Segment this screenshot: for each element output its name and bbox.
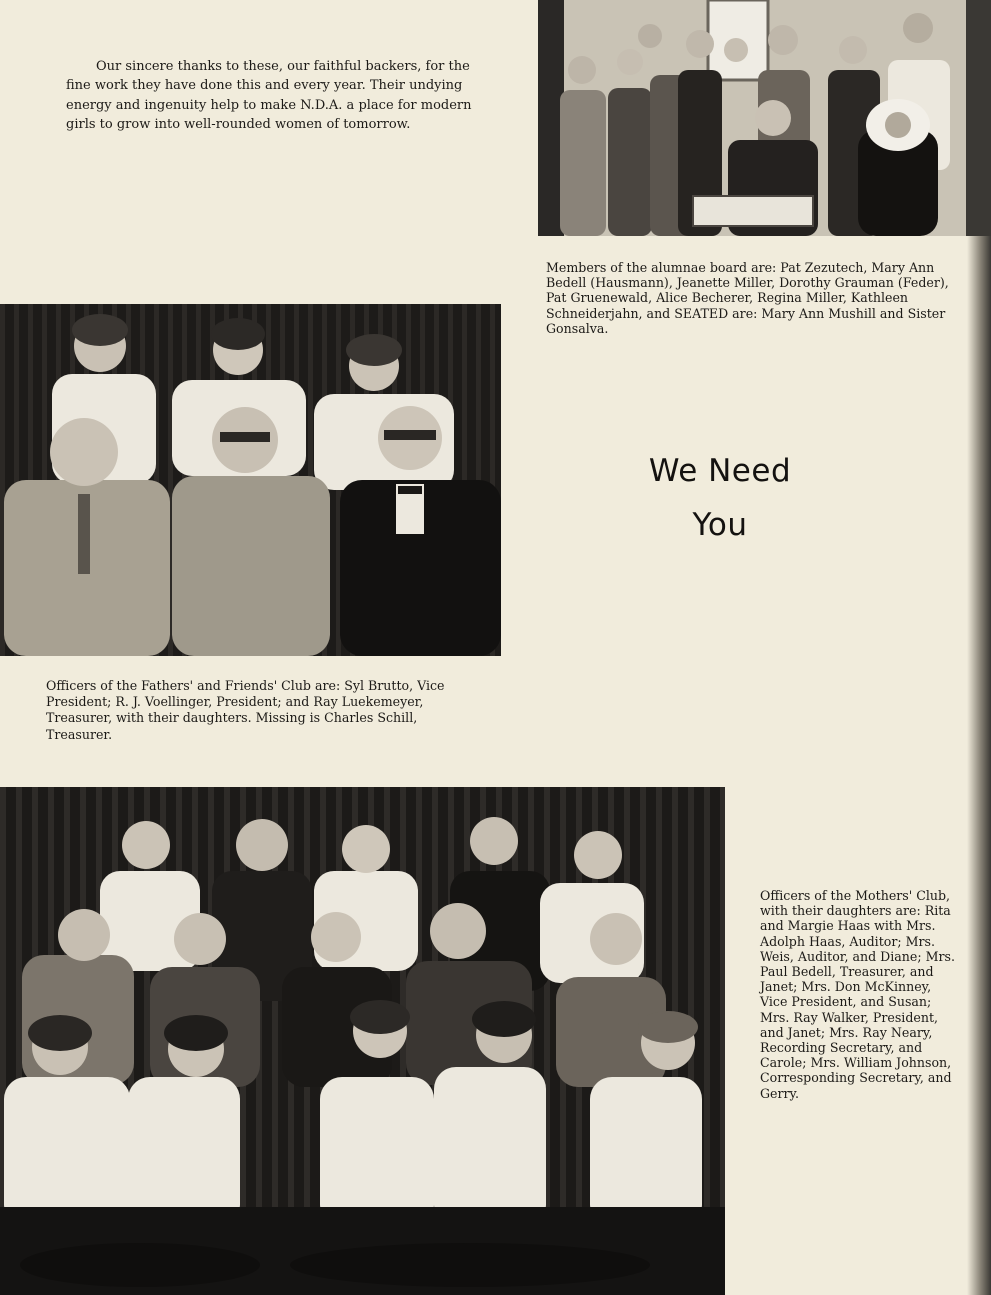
alumnae-caption: Members of the alumnae board are: Pat Zezutech, Mary Ann Bedell (Hausmann), Jeanette Miller, Dorothy Grauman (Feder), Pat Gruenewald, Alice Becherer, Regina Miller, Kathleen Schneiderjahn, and SEATED are: Mary Ann Mushill and Sister Gonsalva. — [546, 260, 949, 336]
mothers-caption: Officers of the Mothers' Club, with their daughters are: Rita and Margie Haas with Mrs. Adolph Haas, Auditor; Mrs. Weis, Auditor, and Diane; Mrs. Paul Bedell, Treasurer, and Janet; Mrs. Don McKinney, Vice President, and Susan; Mrs. Ray Walker, President, and Janet; Mrs. Ray Neary, Recording Secretary, and Carole; Mrs. William Johnson, Corresponding Secretary, and Gerry. — [760, 888, 955, 1101]
fathers-caption: Officers of the Fathers' and Friends' Club are: Syl Brutto, Vice President; R. J. Voellinger, President; and Ray Luekemeyer, Treasurer, with their daughters. Missing is Charles Schill, Treasurer. — [46, 678, 445, 742]
intro-paragraph — [66, 57, 486, 135]
fathers-club-photo — [0, 304, 501, 656]
alumnae-board-photo — [538, 0, 991, 236]
we-need-you-heading — [600, 444, 840, 552]
mothers-club-photo — [0, 787, 725, 1295]
intro-text: Our sincere thanks to these, our faithful backers, for the fine work they have done this and every year. Their undying energy and ingenuity help to make N.D.A. a place for modern girls to grow into well-rounded women of tomorrow. — [66, 59, 472, 133]
headline-line-1: We Need — [648, 453, 792, 489]
headline-line-2: You — [692, 507, 748, 543]
